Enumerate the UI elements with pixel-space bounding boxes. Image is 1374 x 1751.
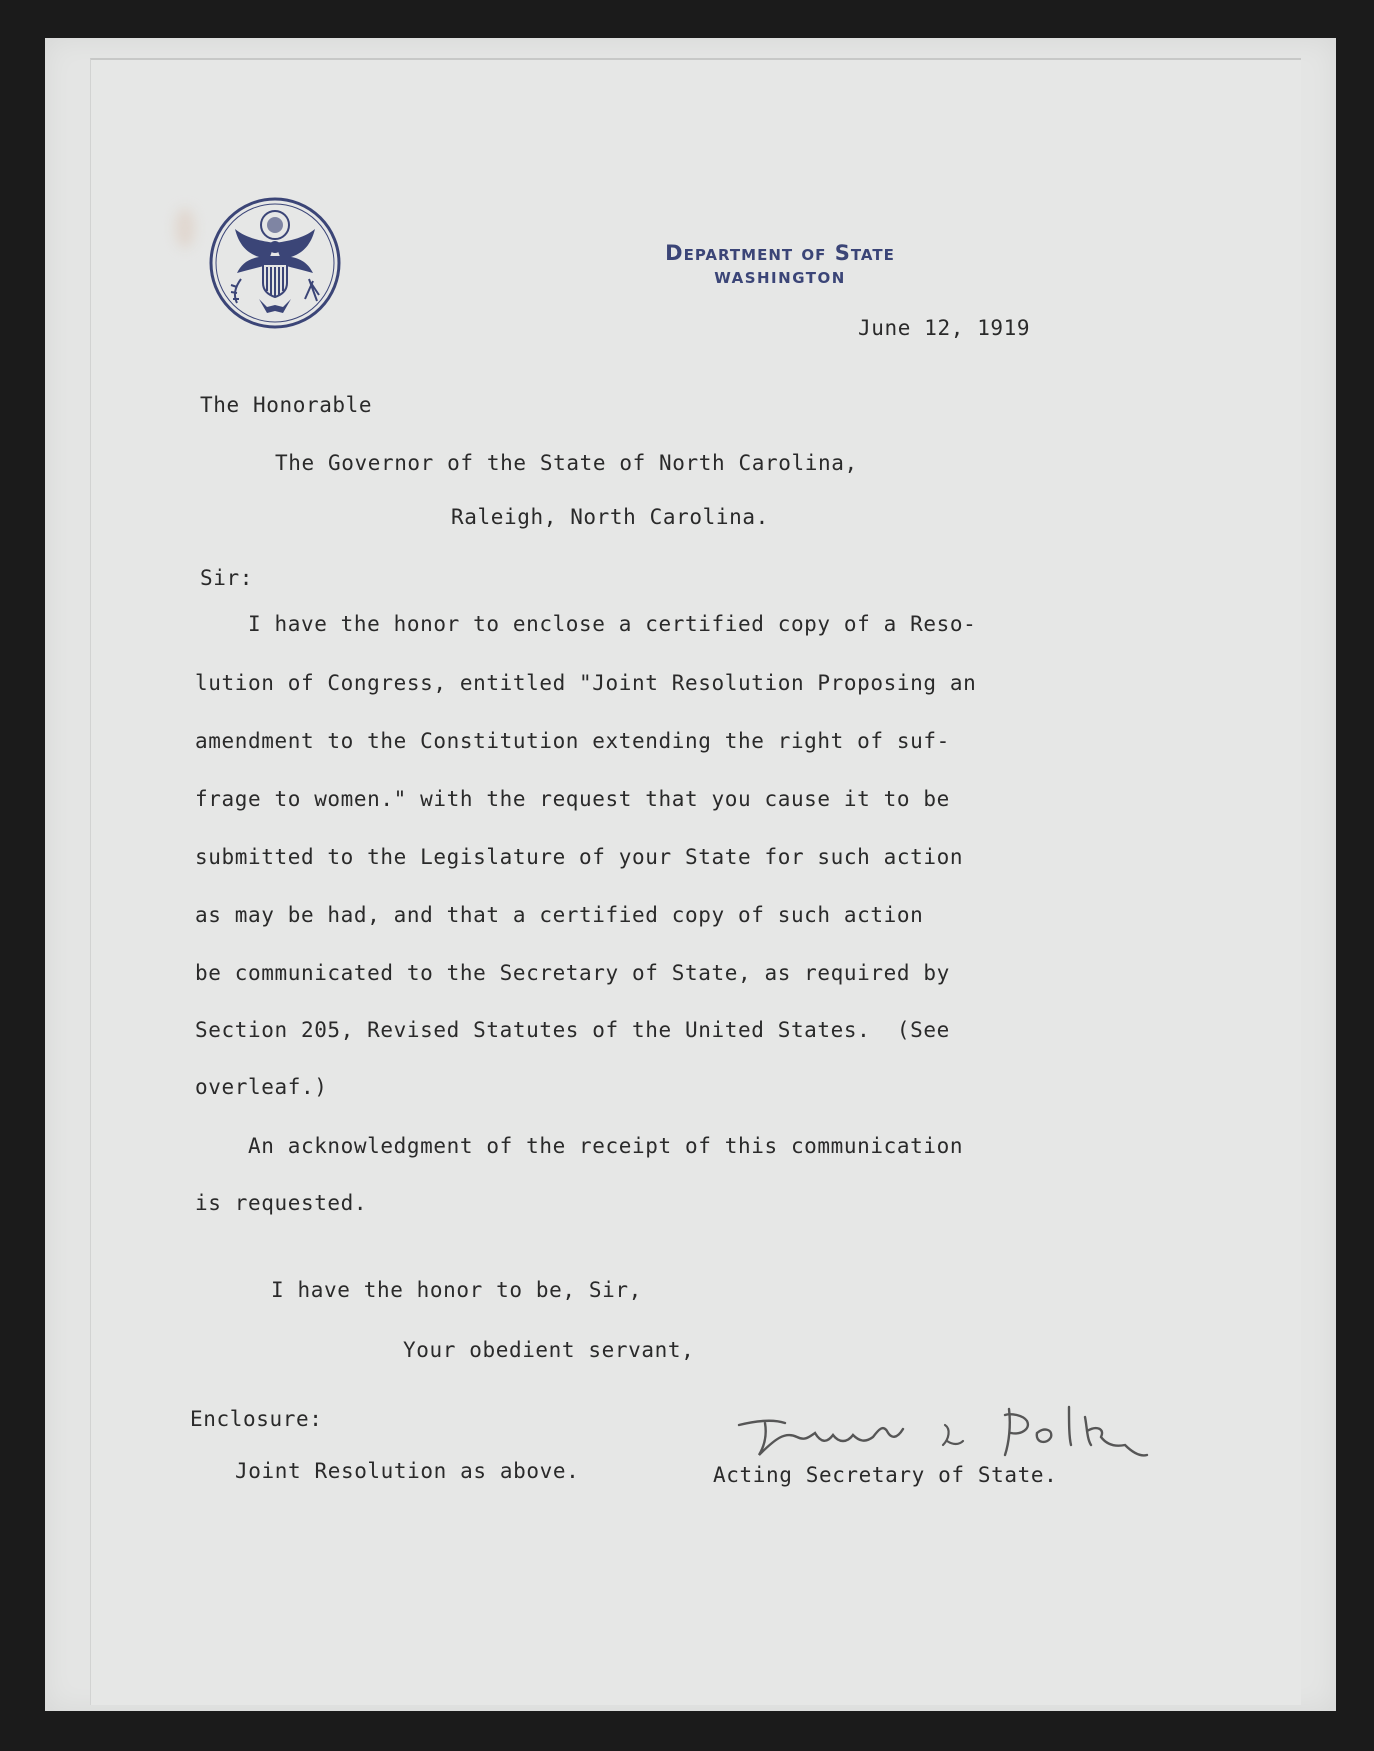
body-line: An acknowledgment of the receipt of this communication: [195, 1134, 964, 1158]
letterhead-department: Department of State: [665, 241, 895, 265]
body-line: is requested.: [195, 1191, 368, 1215]
closing-line-1: I have the honor to be, Sir,: [271, 1278, 642, 1302]
signatory-title: Acting Secretary of State.: [713, 1463, 1058, 1487]
body-line: frage to women." with the request that you cause it to be: [195, 787, 950, 811]
body-line: Section 205, Revised Statutes of the United States. (See: [195, 1018, 950, 1042]
body-line: I have the honor to enclose a certified copy of a Reso-: [195, 612, 977, 636]
closing-line-2: Your obedient servant,: [403, 1338, 695, 1362]
enclosure-label: Enclosure:: [190, 1407, 323, 1431]
body-line: be communicated to the Secretary of State, as required by: [195, 961, 950, 985]
enclosure-item: Joint Resolution as above.: [235, 1459, 580, 1483]
recipient-title: The Honorable: [200, 393, 373, 417]
address-line-1: The Governor of the State of North Carolina,: [275, 451, 858, 475]
letterhead-city: WASHINGTON: [714, 269, 846, 287]
great-seal-icon: [207, 195, 343, 331]
letter-date: June 12, 1919: [858, 316, 1031, 340]
body-line: overleaf.): [195, 1075, 328, 1099]
body-line: submitted to the Legislature of your State for such action: [195, 845, 964, 869]
letterhead: [620, 241, 940, 287]
address-line-2: Raleigh, North Carolina.: [451, 505, 769, 529]
paper-stain: [175, 208, 195, 248]
body-line: as may be had, and that a certified copy of such action: [195, 903, 924, 927]
salutation: Sir:: [200, 566, 253, 590]
handwritten-signature: [735, 1385, 1215, 1465]
body-line: amendment to the Constitution extending the right of suf-: [195, 729, 950, 753]
body-line: lution of Congress, entitled "Joint Resolution Proposing an: [195, 671, 977, 695]
